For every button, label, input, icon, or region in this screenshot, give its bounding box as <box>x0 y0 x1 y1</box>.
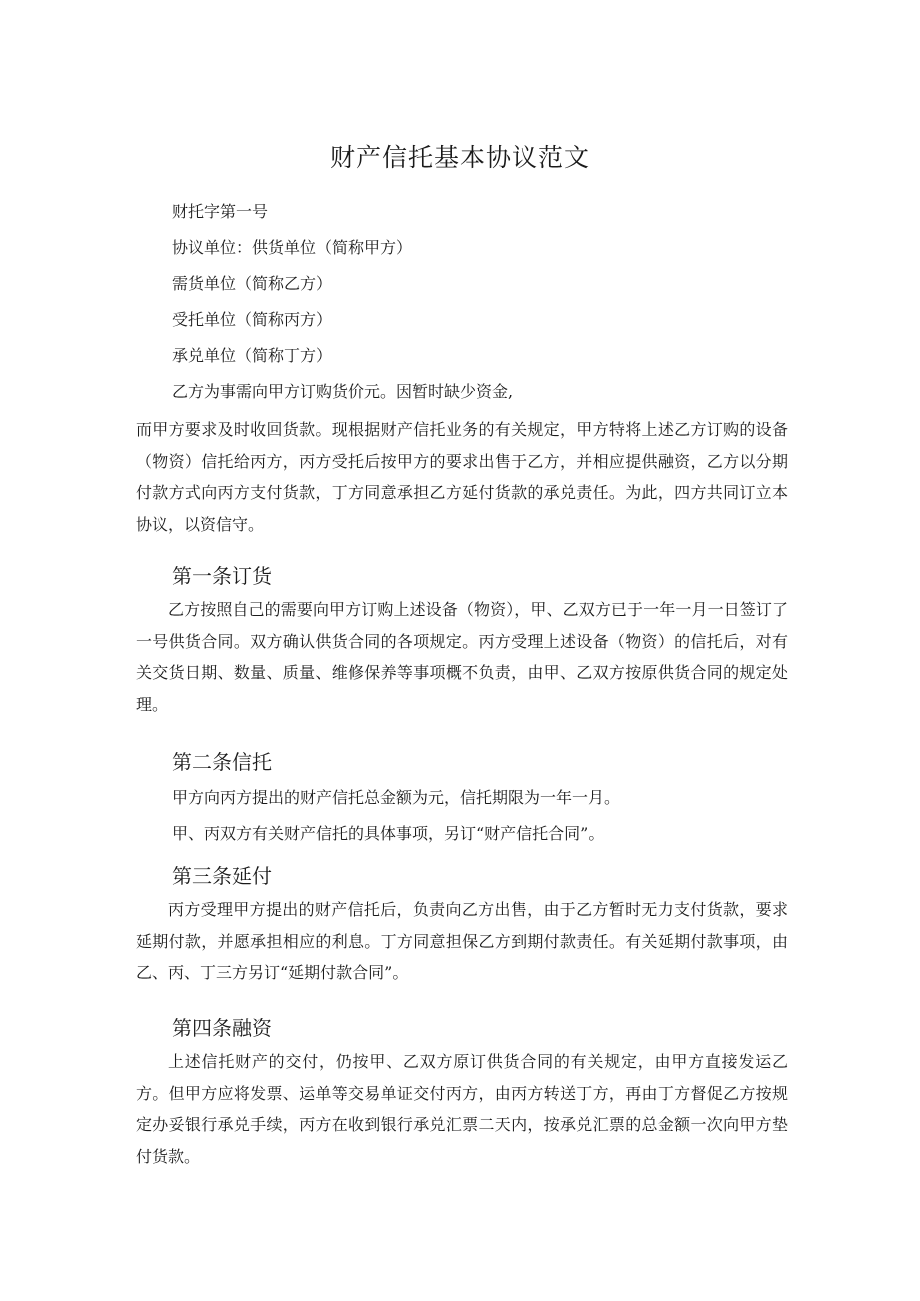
document-title: 财产信托基本协议范文 <box>329 143 590 172</box>
agreement-number: 财托字第一号 <box>172 202 269 221</box>
section-3 <box>136 858 788 989</box>
section-2 <box>136 744 788 852</box>
section-paragraph: 甲方向丙方提出的财产信托总金额为元，信托期限为一年一月。 <box>172 788 621 807</box>
section-paragraph: 上述信托财产的交付，仍按甲、乙双方原订供货合同的有关规定，由甲方直接发运乙方。但甲方应将发票、运单等交易单证交付丙方，由丙方转送丁方，再由丁方督促乙方按规定办妥银行承兑手续，丙方在收到银行承兑汇票二天内，按承兑汇票的总金额一次向甲方垫付货款。 <box>136 1052 788 1166</box>
party-b-line: 需货单位（简称乙方） <box>172 274 333 293</box>
section-heading: 第二条信托 <box>172 750 272 774</box>
intro-first-line: 乙方为事需向甲方订购货价元。因暂时缺少资金, <box>172 382 514 401</box>
section-paragraph: 乙方按照自己的需要向甲方订购上述设备（物资），甲、乙双方已于一年一月一日签订了一号供货合同。双方确认供货合同的各项规定。丙方受理上述设备（物资）的信托后，对有关交货日期、数量、质量、维修保养等事项概不负责，由甲、乙双方按原供货合同的规定处理。 <box>136 600 788 714</box>
party-c-line: 受托单位（简称丙方） <box>172 310 333 329</box>
section-heading: 第四条融资 <box>172 1016 272 1040</box>
intro-paragraph: 而甲方要求及时收回货款。现根据财产信托业务的有关规定，甲方特将上述乙方订购的设备（物资）信托给丙方，丙方受托后按甲方的要求出售于乙方，并相应提供融资，乙方以分期付款方式向丙方支付货款，丁方同意承担乙方延付货款的承兑责任。为此，四方共同订立本协议，以资信守。 <box>136 420 788 534</box>
section-paragraph: 甲、丙双方有关财产信托的具体事项，另订“财产信托合同”。 <box>172 824 605 843</box>
party-d-line: 承兑单位（简称丁方） <box>172 346 333 365</box>
section-heading: 第一条订货 <box>172 564 272 588</box>
party-a-line: 协议单位：供货单位（简称甲方） <box>172 238 413 257</box>
section-paragraph: 丙方受理甲方提出的财产信托后，负责向乙方出售，由于乙方暂时无力支付货款，要求延期付款，并愿承担相应的利息。丁方同意担保乙方到期付款责任。有关延期付款事项，由乙、丙、丁三方另订“延期付款合同”。 <box>136 900 788 982</box>
header-block <box>136 194 788 540</box>
section-1 <box>136 558 788 720</box>
section-4 <box>136 1010 788 1172</box>
section-heading: 第三条延付 <box>172 864 272 888</box>
